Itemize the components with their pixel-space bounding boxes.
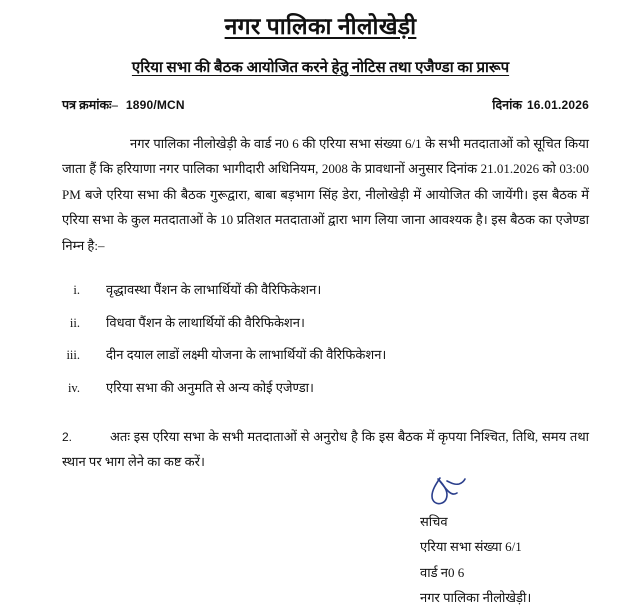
page-subtitle bbox=[0, 58, 641, 78]
agenda-item bbox=[62, 280, 589, 300]
date-label: दिनांक bbox=[492, 98, 522, 113]
agenda-item-marker: ii. bbox=[69, 315, 80, 330]
document-body bbox=[0, 131, 641, 474]
closing-paragraph-row bbox=[62, 424, 589, 475]
agenda-item bbox=[62, 313, 589, 333]
agenda-item bbox=[62, 378, 589, 398]
letter-number-value: 1890/MCN bbox=[125, 98, 185, 113]
agenda-item-text: दीन दयाल लाडों लक्ष्मी योजना के लाभार्थियों की वैरिफिकेशन। bbox=[106, 347, 387, 363]
letter-number bbox=[62, 96, 185, 113]
notice-paragraph: नगर पालिका नीलोखेड़ी के वार्ड न0 6 की एरिया सभा संख्या 6/1 के सभी मतदाताओं को सूचित किया जाता हैं कि हरियाणा नगर पालिका भागीदारी अधिनियम, 2008 के प्रावधानों अनुसार दिनांक 21.01.2026 को 03:00 PM बजे एरिया सभा की बैठक गुरूद्वारा, बाबा बड़भाग सिंह डेरा, नीलोखेड़ी में आयोजित की जायेंगी। इस बैठक में एरिया सभा के कुल मतदाताओं के 10 प्रतिशत मतदाताओं द्वारा भाग लिया जाना आवश्यक है। इस बैठक का एजेण्डा निम्न है:– bbox=[62, 136, 589, 253]
signature-block bbox=[420, 474, 531, 610]
agenda-item bbox=[62, 345, 589, 365]
document-meta-row bbox=[0, 96, 641, 113]
agenda-list bbox=[62, 280, 589, 398]
agenda-item-marker: iii. bbox=[66, 348, 80, 363]
closing-paragraph-text: अतः इस एरिया सभा के सभी मतदाताओं से अनुरोध है कि इस बैठक में कृपया निश्चित, तिथि, समय तथा स्थान पर भाग लेने का कष्ट करें। bbox=[62, 428, 589, 470]
agenda-item-marker: i. bbox=[73, 282, 80, 297]
document-page bbox=[0, 12, 641, 612]
signature-mark bbox=[422, 474, 531, 508]
page-title-text: नगर पालिका नीलोखेड़ी bbox=[224, 14, 417, 39]
page-subtitle-text: एरिया सभा की बैठक आयोजित करने हेतु नोटिस तथा एजैण्डा का प्रारूप bbox=[131, 59, 510, 76]
agenda-item-marker: iv. bbox=[67, 381, 80, 396]
document-date bbox=[492, 96, 589, 113]
signature-municipality: नगर पालिका नीलोखेड़ी। bbox=[420, 590, 532, 606]
agenda-item-text: वृद्धावस्था पैंशन के लाभार्थियों की वैरिफिकेशन। bbox=[106, 281, 322, 297]
signature-area-sabha: एरिया सभा संख्या 6/1 bbox=[420, 539, 522, 555]
agenda-item-text: विधवा पैंशन के लाथार्थियों की वैरिफिकेशन। bbox=[106, 314, 305, 330]
signature-ward: वार्ड न0 6 bbox=[420, 564, 465, 580]
signature-designation: सचिव bbox=[420, 514, 448, 529]
page-title bbox=[0, 12, 641, 42]
letter-number-label: पत्र क्रमांकः– bbox=[62, 98, 118, 113]
closing-paragraph-number: 2. bbox=[62, 429, 73, 444]
closing-paragraph bbox=[62, 424, 589, 475]
agenda-item-text: एरिया सभा की अनुमति से अन्य कोई एजेण्डा। bbox=[106, 380, 314, 396]
date-value: 16.01.2026 bbox=[526, 98, 589, 113]
